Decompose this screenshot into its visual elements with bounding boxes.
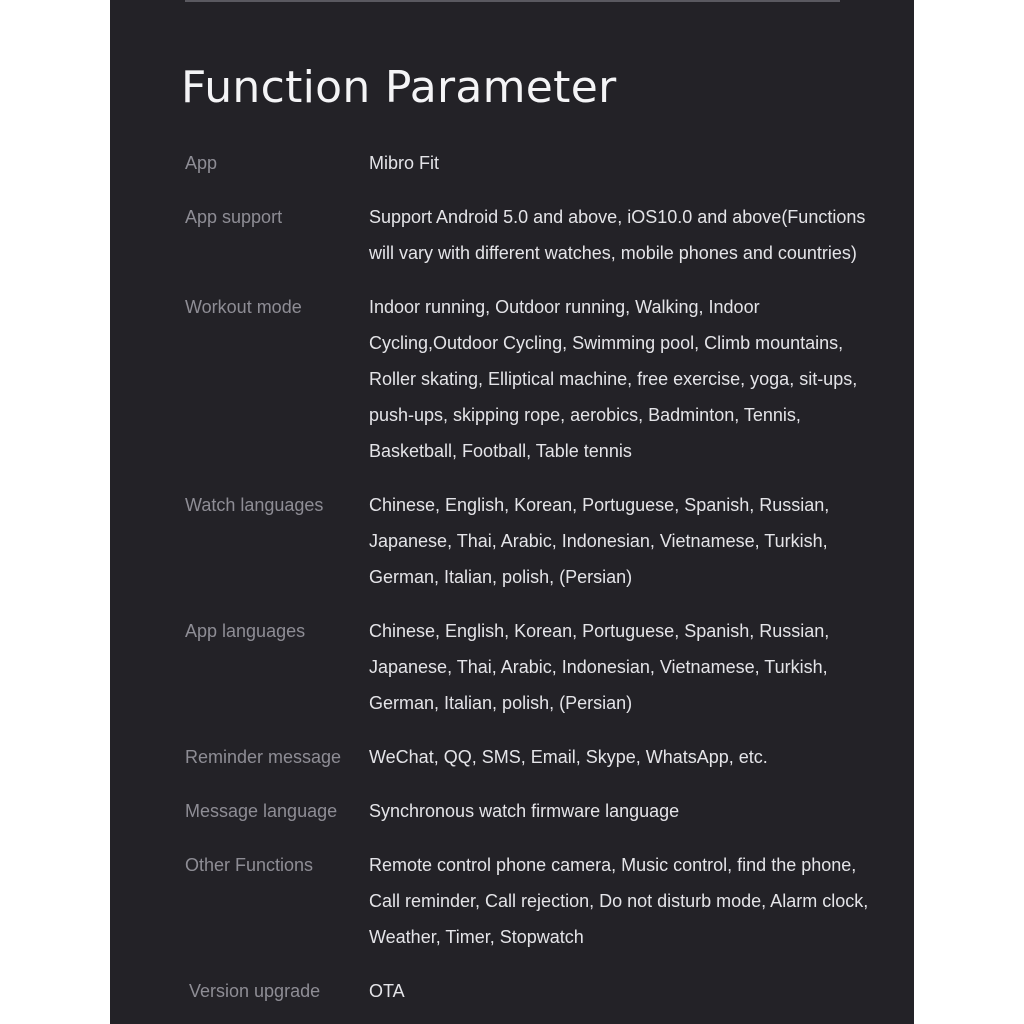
spec-value-line: push-ups, skipping rope, aerobics, Badminton, Tennis, bbox=[369, 405, 801, 425]
spec-value bbox=[369, 847, 869, 955]
spec-value bbox=[369, 145, 869, 181]
spec-value bbox=[369, 793, 869, 829]
spec-label: Reminder message bbox=[185, 747, 342, 767]
spec-value bbox=[369, 289, 869, 469]
spec-row bbox=[110, 145, 914, 181]
spec-row bbox=[110, 199, 914, 271]
spec-value-line: Call reminder, Call rejection, Do not disturb mode, Alarm clock, bbox=[369, 891, 869, 911]
spec-row bbox=[110, 847, 914, 955]
spec-value-line: Indoor running, Outdoor running, Walking, Indoor bbox=[369, 297, 760, 317]
spec-value-line: German, Italian, polish, (Persian) bbox=[369, 693, 633, 713]
spec-label: Workout mode bbox=[185, 297, 302, 317]
spec-row bbox=[110, 289, 914, 469]
spec-value-line: will vary with different watches, mobile phones and countries) bbox=[369, 243, 857, 263]
spec-label: Other Functions bbox=[185, 855, 314, 875]
spec-value-line: Japanese, Thai, Arabic, Indonesian, Vietnamese, Turkish, bbox=[369, 657, 828, 677]
spec-value bbox=[369, 199, 869, 271]
spec-row bbox=[110, 739, 914, 775]
spec-row bbox=[110, 973, 914, 1009]
spec-value-line: OTA bbox=[369, 981, 405, 1001]
spec-label: Watch languages bbox=[185, 495, 324, 515]
spec-value-line: German, Italian, polish, (Persian) bbox=[369, 567, 633, 587]
spec-value-line: Support Android 5.0 and above, iOS10.0 and above(Functions bbox=[369, 207, 866, 227]
spec-label: App bbox=[185, 153, 218, 173]
spec-value-line: Weather, Timer, Stopwatch bbox=[369, 927, 584, 947]
page-title: Function Parameter bbox=[181, 62, 617, 113]
spec-value bbox=[369, 973, 869, 1009]
spec-label: Message language bbox=[185, 801, 338, 821]
spec-list bbox=[110, 145, 914, 1024]
spec-label: App languages bbox=[185, 621, 306, 641]
spec-value-line: Synchronous watch firmware language bbox=[369, 801, 680, 821]
spec-value-line: WeChat, QQ, SMS, Email, Skype, WhatsApp, etc. bbox=[369, 747, 768, 767]
spec-value-line: Japanese, Thai, Arabic, Indonesian, Vietnamese, Turkish, bbox=[369, 531, 828, 551]
spec-row bbox=[110, 613, 914, 721]
spec-value-line: Mibro Fit bbox=[369, 153, 440, 173]
spec-value-line: Remote control phone camera, Music control, find the phone, bbox=[369, 855, 857, 875]
spec-label: App support bbox=[185, 207, 283, 227]
spec-value-line: Roller skating, Elliptical machine, free exercise, yoga, sit-ups, bbox=[369, 369, 858, 389]
spec-label: Version upgrade bbox=[189, 981, 321, 1001]
spec-value bbox=[369, 487, 869, 595]
spec-value bbox=[369, 739, 869, 775]
spec-row bbox=[110, 487, 914, 595]
spec-value bbox=[369, 613, 869, 721]
top-divider bbox=[185, 0, 840, 2]
spec-row bbox=[110, 793, 914, 829]
spec-value-line: Chinese, English, Korean, Portuguese, Spanish, Russian, bbox=[369, 621, 830, 641]
spec-value-line: Basketball, Football, Table tennis bbox=[369, 441, 632, 461]
spec-value-line: Chinese, English, Korean, Portuguese, Spanish, Russian, bbox=[369, 495, 830, 515]
spec-panel bbox=[110, 0, 914, 1024]
spec-value-line: Cycling,Outdoor Cycling, Swimming pool, Climb mountains, bbox=[369, 333, 844, 353]
